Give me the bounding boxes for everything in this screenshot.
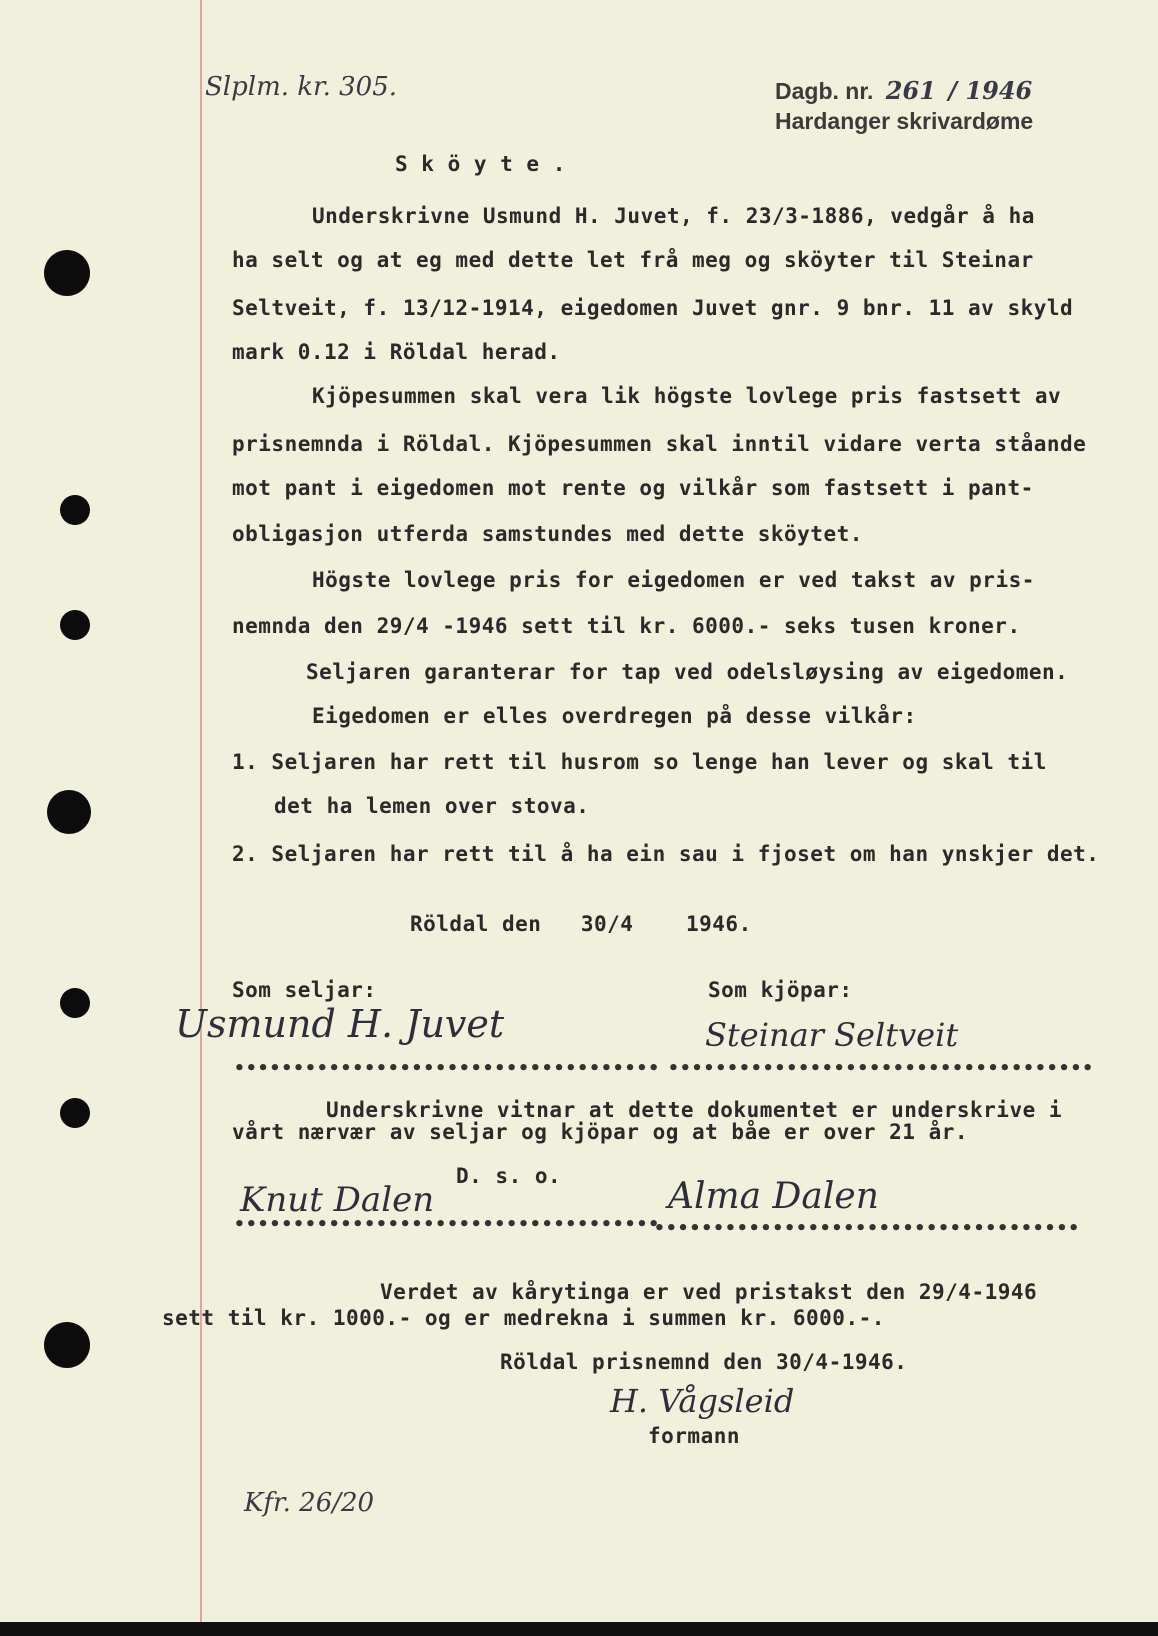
body-line: ha selt og at eg med dette let frå meg og sköyter til Steinar [232, 248, 1034, 272]
body-line: prisnemnda i Röldal. Kjöpesummen skal inntil vidare verta ståande [232, 432, 1087, 456]
chair-signature: H. Vågsleid [610, 1382, 795, 1420]
body-line: Kjöpesummen skal vera lik högste lovlege pris fastsett av [312, 384, 1062, 408]
office-stamp: Hardanger skrivardøme [775, 108, 1034, 134]
body-line: Seltveit, f. 13/12-1914, eigedomen Juvet gnr. 9 bnr. 11 av skyld [232, 296, 1074, 320]
body-line: Seljaren garanterar for tap ved odelsløysing av eigedomen. [306, 660, 1069, 684]
valuation-line: sett til kr. 1000.- og er medrekna i summen kr. 6000.-. [162, 1306, 885, 1330]
dagb-number: 261 [885, 76, 936, 105]
punch-hole [60, 610, 90, 640]
body-line: 1. Seljaren har rett til husrom so lenge han lever og skal til [232, 750, 1047, 774]
witness1-signature: Knut Dalen [240, 1180, 435, 1220]
seller-signature: Usmund H. Juvet [175, 1002, 505, 1046]
chair-title: formann [648, 1424, 741, 1448]
punch-hole [44, 250, 90, 296]
witness-line: vårt nærvær av seljar og kjöpar og at båe er over 21 år. [232, 1120, 969, 1144]
handwritten-reference: Slplm. kr. 305. [205, 72, 398, 102]
witness2-signature-line: •••••••••••••••••••••••••••••••••••• [654, 1218, 1081, 1239]
body-line: nemnda den 29/4 -1946 sett til kr. 6000.- seks tusen kroner. [232, 614, 1021, 638]
punch-hole [60, 988, 90, 1018]
margin-line [200, 0, 202, 1622]
buyer-signature: Steinar Seltveit [705, 1016, 959, 1054]
witness2-signature: Alma Dalen [668, 1176, 879, 1217]
body-line: Högste lovlege pris for eigedomen er ved takst av pris- [312, 568, 1035, 592]
witness1-signature-line: •••••••••••••••••••••••••••••••••••• [234, 1214, 661, 1235]
body-line: mot pant i eigedomen mot rente og vilkår som fastsett i pant- [232, 476, 1034, 500]
dagb-label: Dagb. nr. [775, 78, 874, 104]
body-line: det ha lemen over stova. [274, 794, 590, 818]
body-line: mark 0.12 i Röldal herad. [232, 340, 561, 364]
seller-label: Som seljar: [232, 978, 377, 1002]
punch-hole [60, 495, 90, 525]
witness-line: Underskrivne vitnar at dette dokumentet er underskrive i [326, 1098, 1063, 1122]
body-line: obligasjon utferda samstundes med dette sköytet. [232, 522, 863, 546]
punch-hole [44, 1322, 90, 1368]
punch-hole [60, 1098, 90, 1128]
buyer-signature-line: •••••••••••••••••••••••••••••••••••• [668, 1058, 1095, 1079]
document-title: S k ö y t e . [395, 152, 566, 176]
bottom-note: Kfr. 26/20 [244, 1488, 375, 1518]
buyer-label: Som kjöpar: [708, 978, 853, 1002]
body-line: Underskrivne Usmund H. Juvet, f. 23/3-1886, vedgår å ha [312, 204, 1035, 228]
punch-hole [47, 790, 91, 834]
place-date: Röldal den 30/4 1946. [410, 912, 752, 936]
body-line: 2. Seljaren har rett til å ha ein sau i fjoset om han ynskjer det. [232, 842, 1100, 866]
seller-signature-line: •••••••••••••••••••••••••••••••••••• [234, 1058, 661, 1079]
valuation-line: Verdet av kårytinga er ved pristakst den 29/4-1946 [380, 1280, 1038, 1304]
body-line: Eigedomen er elles overdregen på desse vilkår: [312, 704, 917, 728]
committee-date: Röldal prisnemnd den 30/4-1946. [500, 1350, 908, 1374]
dagb-stamp [775, 76, 1032, 105]
dagb-year: / 1946 [948, 76, 1033, 105]
dso-label: D. s. o. [456, 1164, 562, 1188]
